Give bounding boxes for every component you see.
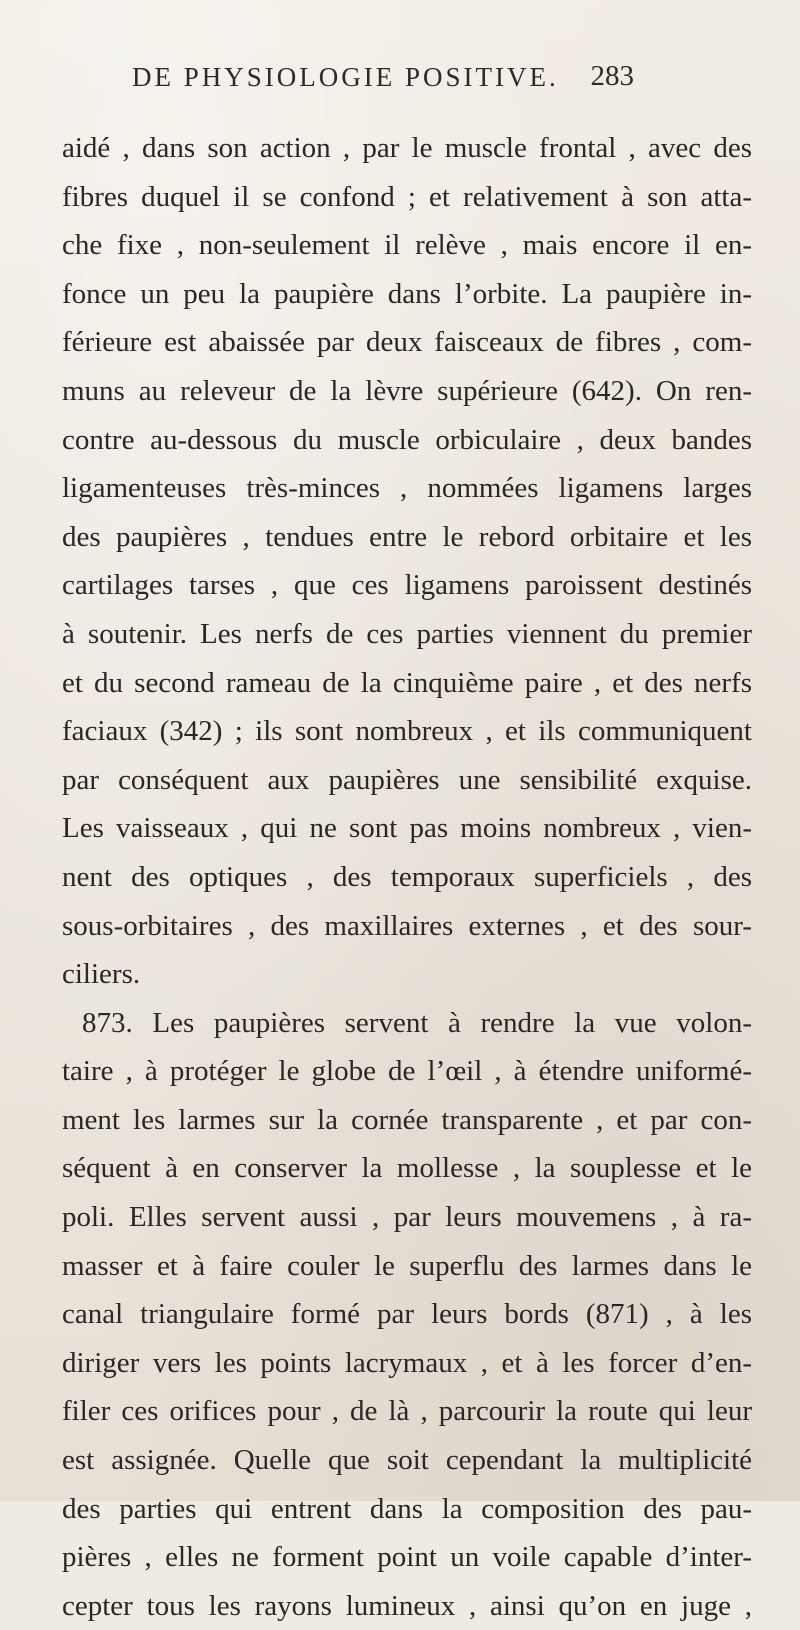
text-line: faciaux (342) ; ils sont nombreux , et ils communiquent xyxy=(62,715,752,748)
text-line: fonce un peu la paupière dans l’orbite. La paupière in- xyxy=(62,277,752,310)
text-line: Les vaisseaux , qui ne sont pas moins nombreux , vien- xyxy=(62,812,752,845)
text-line: séquent à en conserver la mollesse , la souplesse et le xyxy=(62,1152,752,1185)
text-line: cartilages tarses , que ces ligamens paroissent destinés xyxy=(62,569,752,602)
text-line: poli. Elles servent aussi , par leurs mouvemens , à ra- xyxy=(62,1201,752,1234)
text-line: nent des optiques , des temporaux superficiels , des xyxy=(62,860,752,893)
page-number: 283 xyxy=(590,60,634,92)
text-line: masser et à faire couler le superflu des larmes dans le xyxy=(62,1249,752,1282)
text-line: aidé , dans son action , par le muscle frontal , avec des xyxy=(62,132,752,164)
text-line: canal triangulaire formé par leurs bords (871) , à les xyxy=(62,1298,752,1331)
text-line: des paupières , tendues entre le rebord orbitaire et les xyxy=(62,520,752,553)
text-line: par conséquent aux paupières une sensibilité exquise. xyxy=(62,763,752,796)
body-text xyxy=(62,124,752,1630)
text-line: à soutenir. Les nerfs de ces parties viennent du premier xyxy=(62,617,752,650)
paragraph-start-line: 873. Les paupières servent à rendre la vue volon- xyxy=(82,1006,752,1039)
text-line: et du second rameau de la cinquième paire , et des nerfs xyxy=(62,666,752,699)
text-line: pières , elles ne forment point un voile capable d’inter- xyxy=(62,1541,752,1574)
text-line: contre au-dessous du muscle orbiculaire , deux bandes xyxy=(62,423,752,456)
text-line: cepter tous les rayons lumineux , ainsi qu’on en juge , xyxy=(62,1589,752,1622)
text-line: des parties qui entrent dans la composition des pau- xyxy=(62,1492,752,1525)
text-line: ligamenteuses très-minces , nommées ligamens larges xyxy=(62,472,752,505)
text-line: muns au releveur de la lèvre supérieure (642). On ren- xyxy=(62,374,752,407)
text-line: fibres duquel il se confond ; et relativement à son atta- xyxy=(62,180,752,213)
text-line: filer ces orifices pour , de là , parcourir la route qui leur xyxy=(62,1395,752,1428)
text-line: che fixe , non-seulement il relève , mais encore il en- xyxy=(62,229,752,262)
text-line: est assignée. Quelle que soit cependant la multiplicité xyxy=(62,1444,752,1477)
text-line: ment les larmes sur la cornée transparente , et par con- xyxy=(62,1103,752,1136)
running-head: DE PHYSIOLOGIE POSITIVE. xyxy=(132,62,559,92)
text-line: sous-orbitaires , des maxillaires externes , et des sour- xyxy=(62,909,752,942)
text-line: diriger vers les points lacrymaux , et à les forcer d’en- xyxy=(62,1346,752,1379)
text-line: férieure est abaissée par deux faisceaux de fibres , com- xyxy=(62,326,752,359)
text-line: taire , à protéger le globe de l’œil , à étendre uniformé- xyxy=(62,1055,752,1088)
paragraph-end-line: ciliers. xyxy=(62,958,141,991)
